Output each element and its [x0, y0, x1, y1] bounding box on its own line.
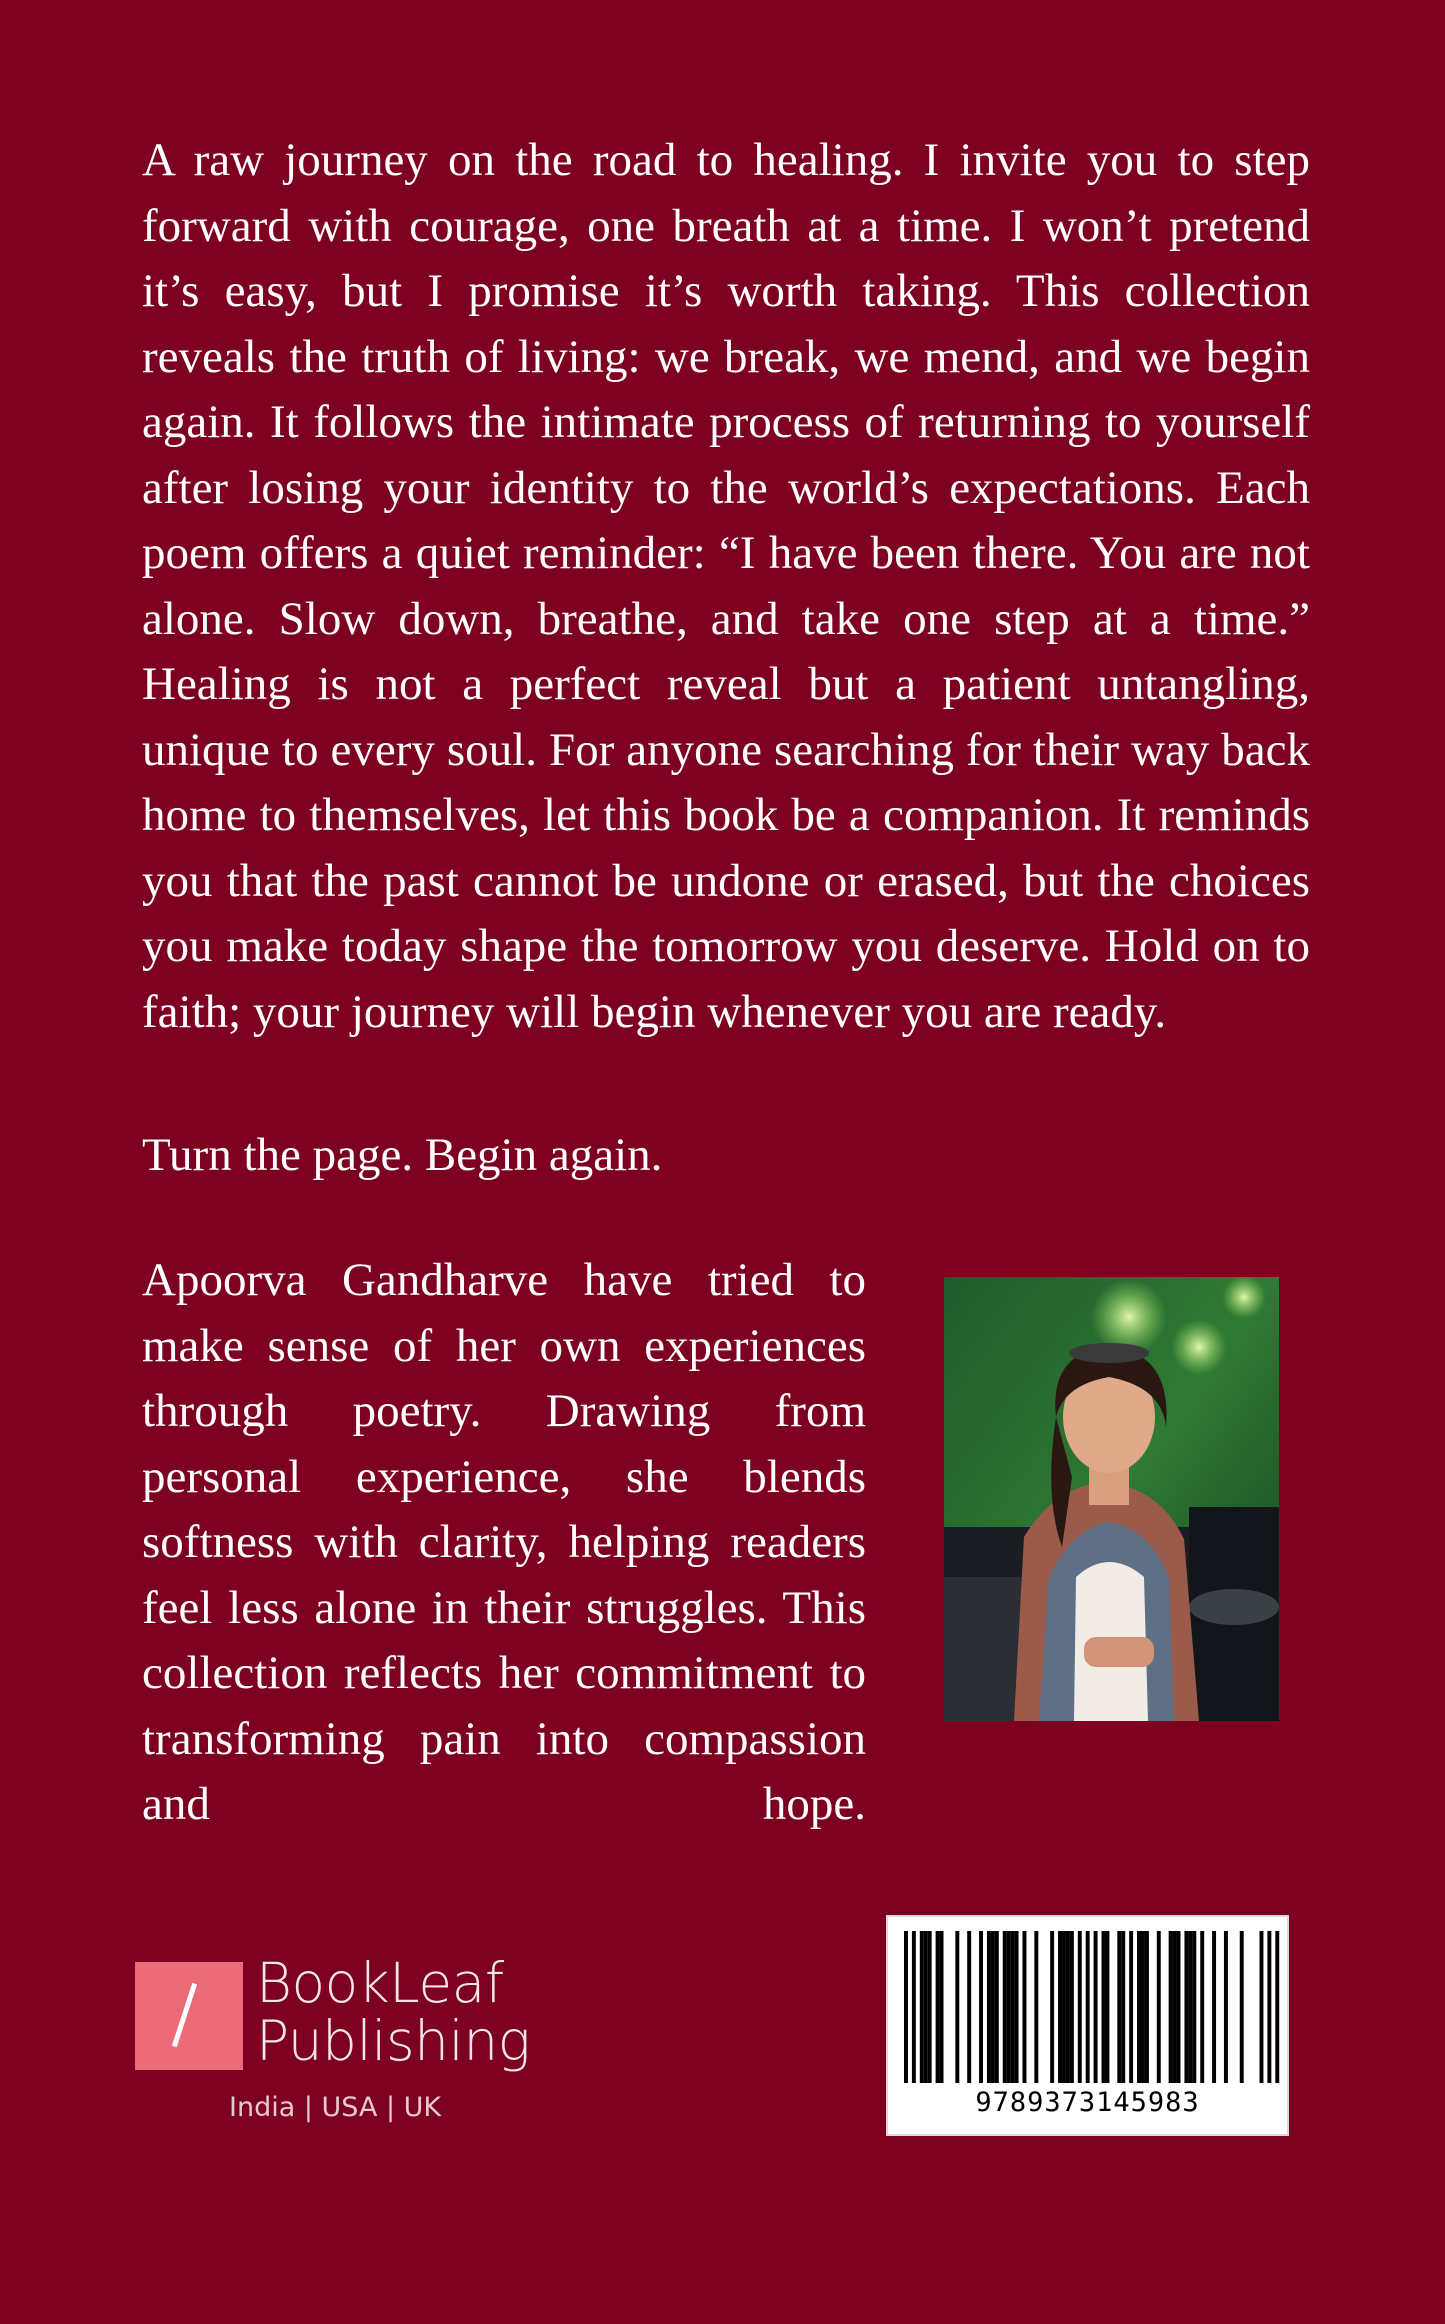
barcode-bar: [1267, 1931, 1271, 2083]
barcode-bar: [1003, 1931, 1007, 2083]
barcode-bar: [936, 1931, 940, 2083]
barcode-bar: [1260, 1931, 1264, 2083]
book-blurb: A raw journey on the road to healing. I invite you to step forward with courage, one breath at a time. I won’t pretend it’s easy, but I promise it’s worth taking. This collection reveals the truth of living: we break, we mend, and we begin again. It follows the intimate process of returning to yourself after losing your identity to the world’s expectations. Each poem offers a quiet reminder: “I have been there. You are not alone. Slow down, breathe, and take one step at a time.” Healing is not a perfect reveal but a patient untangling, unique to every soul. For anyone searching for their way back home to themselves, let this book be a companion. It reminds you that the past cannot be undone or erased, but the choices you make today shape the tomorrow you deserve. Hold on to faith; your journey will begin whenever you are ready.: [142, 134, 1310, 1038]
barcode-bar: [1184, 1931, 1188, 2083]
publisher-name-line1: BookLeaf: [256, 1951, 504, 2015]
barcode-bar: [1034, 1931, 1038, 2083]
slash-icon: [172, 1983, 197, 2047]
barcode-bar: [1086, 1931, 1090, 2083]
barcode-bar: [1224, 1931, 1228, 2083]
barcode-bar: [1137, 1931, 1141, 2083]
barcode-bar: [1192, 1931, 1196, 2083]
barcode-bar: [1117, 1931, 1121, 2083]
barcode-bar: [1200, 1931, 1204, 2083]
barcode-bar: [995, 1931, 999, 2083]
barcode-bar: [920, 1931, 924, 2083]
barcode-bar: [1058, 1931, 1062, 2083]
publisher-logo: [135, 1951, 535, 2132]
barcode-bar: [1129, 1931, 1133, 2083]
publisher-name-line2: Publishing: [256, 2009, 531, 2073]
barcode-bar: [979, 1931, 983, 2083]
barcode-bar: [1050, 1931, 1054, 2083]
barcode-bar: [1169, 1931, 1173, 2083]
publisher-regions: India | USA | UK: [229, 2092, 442, 2123]
barcode-bar: [1188, 1931, 1192, 2083]
barcode-bar: [1015, 1931, 1019, 2083]
barcode-bar: [1212, 1931, 1216, 2083]
barcode-bar: [1062, 1931, 1066, 2083]
isbn-barcode: [886, 1915, 1289, 2136]
barcode-bar: [1157, 1931, 1161, 2083]
barcode-bar: [1102, 1931, 1106, 2083]
barcode-bar: [1007, 1931, 1011, 2083]
barcode-bar: [904, 1931, 908, 2083]
isbn-number: 9789373145983: [975, 2087, 1200, 2118]
barcode-bar: [1141, 1931, 1145, 2083]
barcode-bar: [1275, 1931, 1279, 2083]
barcode-bar: [991, 1931, 995, 2083]
barcode-bar: [1173, 1931, 1177, 2083]
barcode-bar: [955, 1931, 959, 2083]
barcode-bar: [1105, 1931, 1109, 2083]
publisher-name: [256, 1951, 531, 2073]
barcode-bar: [1078, 1931, 1082, 2083]
barcode-bar: [1011, 1931, 1015, 2083]
barcode-bar: [928, 1931, 932, 2083]
closing-line: Turn the page. Begin again.: [142, 1129, 663, 1181]
publisher-logo-mark: [135, 1962, 243, 2070]
barcode-bar: [912, 1931, 916, 2083]
barcode-bar: [1177, 1931, 1181, 2083]
barcode-bar: [987, 1931, 991, 2083]
barcode-bar: [1094, 1931, 1098, 2083]
barcode-bar: [1066, 1931, 1070, 2083]
author-photo: [944, 1277, 1279, 1721]
barcode-bar: [1121, 1931, 1125, 2083]
barcode-bar: [1070, 1931, 1074, 2083]
barcode-bar: [967, 1931, 971, 2083]
barcode-bar: [924, 1931, 928, 2083]
author-bio: Apoorva Gandharve have tried to make sense of her own experiences through poetry. Drawing from personal experience, she blends softness with clarity, helping readers feel less alone in their struggles. This collection reflects her commitment to transforming pain into compassion and hope.: [142, 1254, 866, 1830]
barcode-bar: [1240, 1931, 1244, 2083]
barcode-bar: [940, 1931, 944, 2083]
barcode-bar: [1023, 1931, 1027, 2083]
barcode-bar: [1145, 1931, 1149, 2083]
